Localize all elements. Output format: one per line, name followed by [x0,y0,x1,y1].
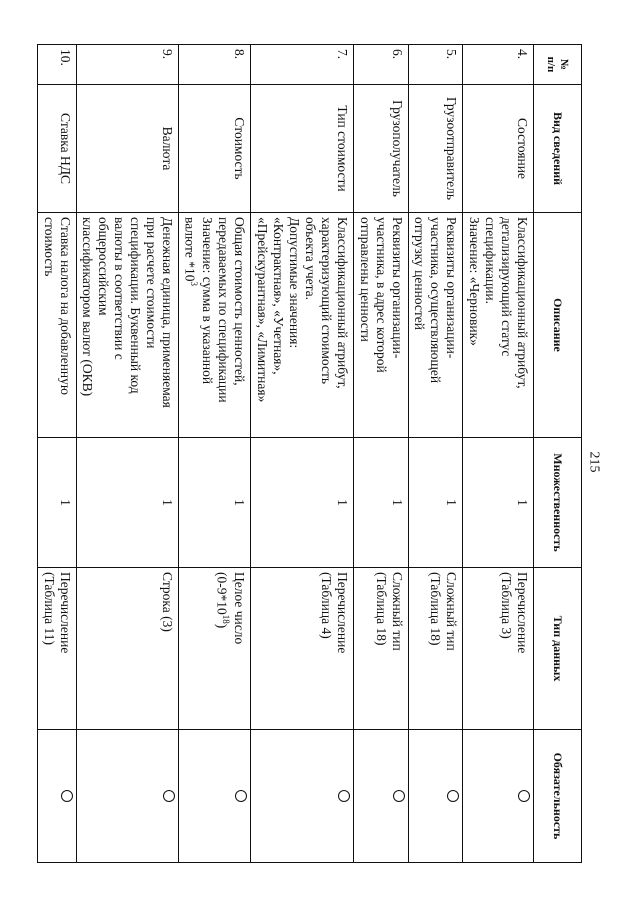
row-description [408,213,463,438]
description-line: Реквизиты организации- [444,217,460,359]
header-kind: Вид сведений [534,85,582,213]
table-row [76,45,179,863]
data-type-line: Сложный тип [389,572,405,651]
required-circle-icon [61,790,73,802]
data-type-line: (Таблица 18) [428,572,444,646]
page-number: 215 [586,451,602,473]
data-type-line: Строка (3) [160,572,176,632]
required-circle-icon [393,790,405,802]
description-line: отгрузку ценностей [412,217,428,331]
row-description [37,213,76,438]
required-circle-icon [518,790,530,802]
row-data-type [463,568,534,730]
description-line: детализирующий статус [499,217,515,357]
data-type-line: (0-9*10 [214,572,230,615]
table-row [37,45,76,863]
row-description [179,213,251,438]
required-circle-icon [163,790,175,802]
header-num: № п/п [534,45,582,85]
row-description [251,213,354,438]
row-required [353,730,408,863]
header-data-type: Тип данных [534,568,582,730]
data-table [37,44,582,863]
row-num: 4. [463,45,534,85]
header-description: Описание [534,213,582,438]
description-line: стоимость [41,217,57,277]
data-type-line: (Таблица 18) [373,572,389,646]
row-required [76,730,179,863]
row-num: 6. [353,45,408,85]
description-line: отправлены ценности [357,217,373,342]
description-superscript: 3 [189,281,200,286]
description-line: передаваемых по спецификации [216,217,232,403]
description-line: валюты в соответствии с [112,217,128,360]
rotated-table-wrapper [41,44,582,862]
row-data-type [353,568,408,730]
row-multiplicity: 1 [37,438,76,568]
data-type-line: Целое число [232,572,248,645]
row-num: 8. [179,45,251,85]
description-line: Допустимые значения: [287,217,303,349]
row-required [408,730,463,863]
description-line: Значение: «Черновик» [467,217,483,346]
data-type-line: Перечисление [334,572,350,654]
row-kind: Состояние [463,85,534,213]
description-line: спецификации. [483,217,499,305]
required-circle-icon [447,790,459,802]
description-line: общероссийским [96,217,112,316]
table-header-row [534,45,582,863]
description-line: валюте *10 [182,217,198,282]
row-multiplicity: 1 [408,438,463,568]
table-row [251,45,354,863]
row-required [463,730,534,863]
data-type-line: Перечисление [515,572,530,654]
data-type-line: Перечисление [57,572,73,654]
description-line: спецификации. Буквенный код [128,217,144,394]
table-row [353,45,408,863]
row-kind: Валюта [76,85,179,213]
row-required [251,730,354,863]
description-line: характеризующий стоимость [318,217,334,385]
description-line: участника, в адрес которой [373,217,389,373]
row-required [179,730,251,863]
row-multiplicity: 1 [179,438,251,568]
description-line: классификатором валют (ОКВ) [80,217,96,397]
row-kind: Стоимость [179,85,251,213]
required-circle-icon [338,790,350,802]
row-multiplicity: 1 [463,438,534,568]
description-line: Общая стоимость ценностей, [232,217,248,386]
table-row [463,45,534,863]
required-circle-icon [235,790,247,802]
table-row [408,45,463,863]
row-description [353,213,408,438]
row-multiplicity: 1 [353,438,408,568]
row-data-type [76,568,179,730]
description-line: Значение: сумма в указанной [200,217,216,385]
data-type-line: Сложный тип [444,572,460,651]
row-num: 5. [408,45,463,85]
data-type-line: (Таблица 3) [499,572,515,639]
row-num: 7. [251,45,354,85]
data-type-superscript: 18 [221,614,232,624]
table-row [179,45,251,863]
row-description [463,213,534,438]
description-line: Классификационный атрибут, [334,217,350,389]
description-line: Классификационный атрибут, [515,217,530,389]
data-type-tail: ) [214,623,230,629]
row-data-type [251,568,354,730]
row-multiplicity: 1 [251,438,354,568]
row-num: 9. [76,45,179,85]
header-multiplicity: Множественность [534,438,582,568]
header-required: Обязательность [534,730,582,863]
description-line: Реквизиты организации- [389,217,405,359]
row-required [37,730,76,863]
description-line: объекта учета. [302,217,318,301]
row-kind: Ставка НДС [37,85,76,213]
row-data-type [408,568,463,730]
description-line: «Прейскурантная», «Лимитная» [255,217,271,403]
description-line: Денежная единица, применяемая [160,217,176,408]
row-multiplicity: 1 [76,438,179,568]
row-kind: Грузоотправитель [408,85,463,213]
row-kind: Грузополучатель [353,85,408,213]
description-line: «Контрактная», «Учетная», [271,217,287,375]
data-type-line: (Таблица 11) [41,572,57,645]
description-line: участника, осуществляющей [428,217,444,384]
row-data-type [37,568,76,730]
row-num: 10. [37,45,76,85]
data-type-line: (Таблица 4) [318,572,334,639]
row-kind: Тип стоимости [251,85,354,213]
description-line: Ставка налога на добавленную [57,217,73,395]
row-description [76,213,179,438]
description-line: при расчете стоимости [144,217,160,349]
row-data-type [179,568,251,730]
